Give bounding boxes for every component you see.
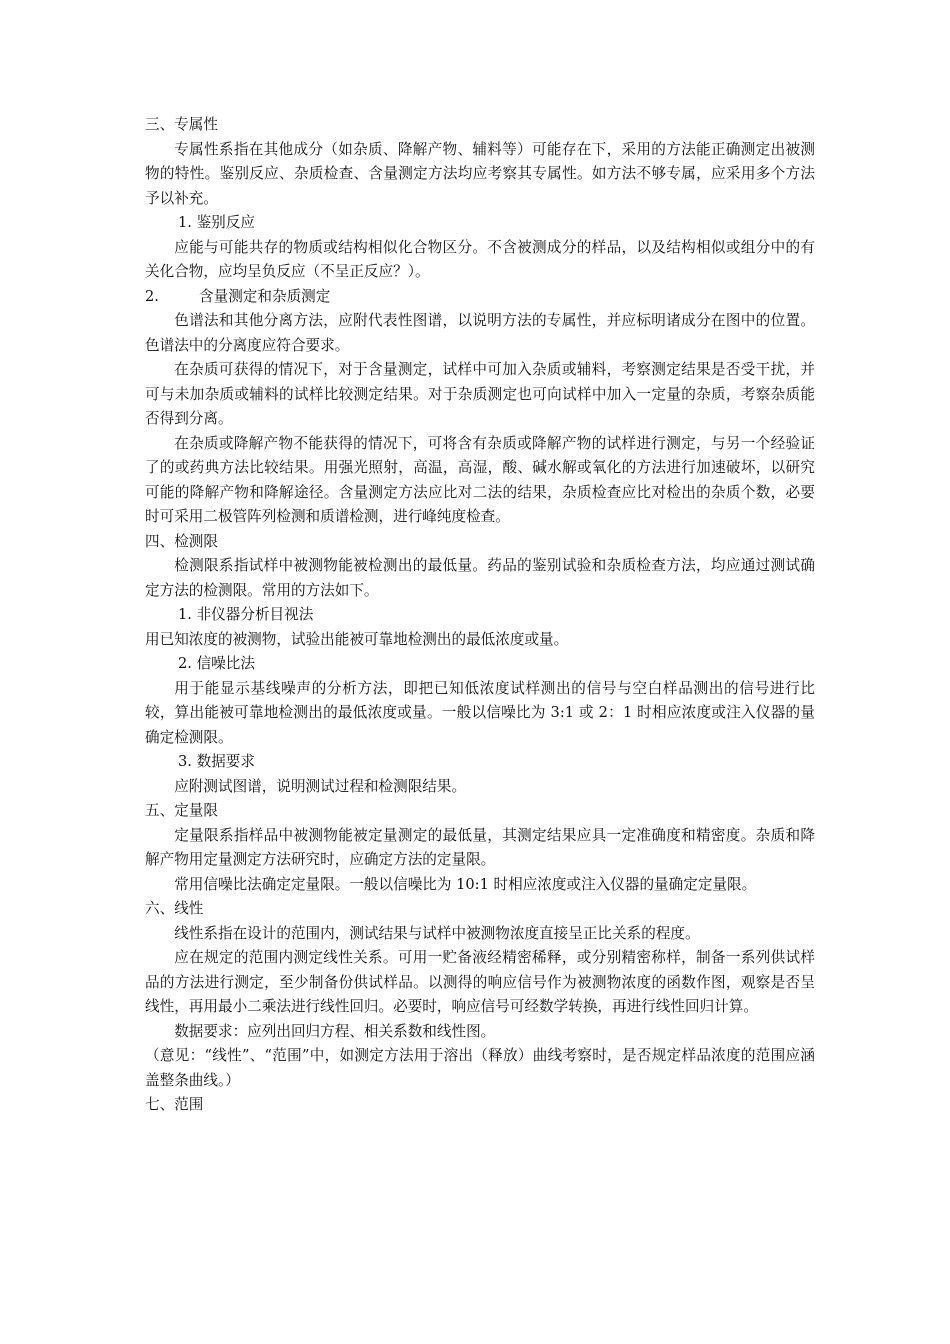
subheading-identification: 1. 鉴别反应 [178,214,255,231]
paragraph: 定量限系指样品中被测物能被定量测定的最低量，其测定结果应具一定准确度和精密度。杂质和降解产物用定量测定方法研究时，应确定方法的定量限。 [145,826,815,868]
section-heading-detection-limit: 四、检测限 [145,532,218,550]
document-page [145,113,815,1118]
section-heading-specificity: 三、专属性 [145,116,218,133]
paragraph: 在杂质可获得的情况下，对于含量测定，试样中可加入杂质或辅料，考察测定结果是否受干扰，并可与未加杂质或辅料的试样比较测定结果。对于杂质测定也可向试样中加入一定量的杂质，考察杂质能否得到分离。 [145,361,815,427]
subheading-data-requirements: 3. 数据要求 [178,753,255,770]
paragraph: 检测限系指试样中被测物能被检测出的最低量。药品的鉴别试验和杂质检查方法，均应通过测试确定方法的检测限。常用的方法如下。 [145,557,815,599]
paragraph: 色谱法和其他分离方法，应附代表性图谱，以说明方法的专属性，并应标明诸成分在图中的位置。色谱法中的分离度应符合要求。 [145,312,815,354]
subheading-signal-noise: 2. 信噪比法 [178,655,255,672]
paragraph: 在杂质或降解产物不能获得的情况下，可将含有杂质或降解产物的试样进行测定，与另一个经验证了的或药典方法比较结果。用强光照射，高温，高湿，酸、碱水解或氧化的方法进行加速破坏，以研究可能的降解产物和降解途径。含量测定方法应比对二法的结果，杂质检查应比对检出的杂质个数，必要时可采用二极管阵列检测和质谱检测，进行峰纯度检查。 [145,434,815,525]
paragraph: 应附测试图谱，说明测试过程和检测限结果。 [174,777,467,795]
paragraph: 数据要求：应列出回归方程、相关系数和线性图。 [174,1022,496,1040]
paragraph: 应在规定的范围内测定线性关系。可用一贮备液经精密稀释，或分别精密称样，制备一系列供试样品的方法进行测定，至少制备份供试样品。以测得的响应信号作为被测物浓度的函数作图，观察是否呈线性，再用最小二乘法进行线性回归。必要时，响应信号可经数学转换，再进行线性回归计算。 [145,949,815,1015]
paragraph: 用已知浓度的被测物，试验出能被可靠地检测出的最低浓度或量。 [145,630,569,648]
comment-note: （意见：“线性”、“范围”中，如测定方法用于溶出（释放）曲线考察时，是否规定样品浓度的范围应涵盖整条曲线。） [145,1047,815,1089]
paragraph: 线性系指在设计的范围内，测试结果与试样中被测物浓度直接呈正比关系的程度。 [174,924,700,942]
subheading-assay-impurity [145,285,815,310]
subheading-number: 2. [145,287,159,305]
section-heading-range: 七、范围 [145,1096,204,1113]
paragraph: 专属性系指在其他成分（如杂质、降解产物、辅料等）可能存在下，采用的方法能正确测定出被测物的特性。鉴别反应、杂质检查、含量测定方法均应考察其专属性。如方法不够专属，应采用多个方法予以补充。 [145,140,815,207]
paragraph: 应能与可能共存的物质或结构相似化合物区分。不含被测成分的样品，以及结构相似或组分中的有关化合物，应均呈负反应（不呈正反应？）。 [145,238,815,280]
subheading-visual-method: 1. 非仪器分析目视法 [178,606,314,623]
subheading-title: 含量测定和杂质测定 [199,287,331,305]
paragraph: 用于能显示基线噪声的分析方法，即把已知低浓度试样测出的信号与空白样品测出的信号进行比较，算出能被可靠地检测出的最低浓度或量。一般以信噪比为 3:1 或 2：1 时相应浓度或注入仪器的量确定检测限。 [145,679,815,746]
section-heading-quantitation-limit: 五、定量限 [145,802,218,819]
paragraph: 常用信噪比法确定定量限。一般以信噪比为 10:1 时相应浓度或注入仪器的量确定定量限。 [174,875,757,893]
section-heading-linearity: 六、线性 [145,900,204,917]
